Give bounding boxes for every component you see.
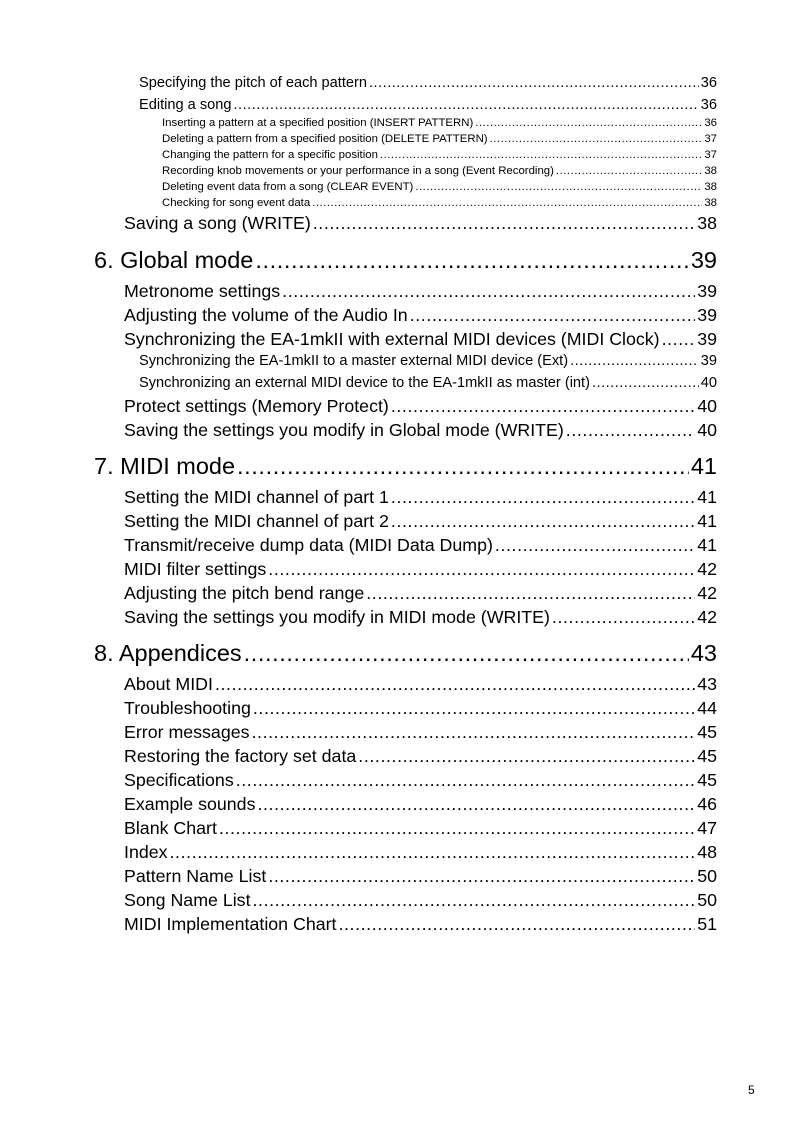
toc-leader-dots — [592, 375, 699, 391]
toc-chapter-heading[interactable] — [94, 453, 717, 480]
toc-entry-page: 45 — [697, 746, 717, 766]
toc-entry-page: 40 — [697, 420, 717, 440]
toc-entry[interactable] — [124, 583, 717, 604]
toc-entry[interactable] — [124, 535, 717, 556]
toc-leader-dots — [391, 511, 695, 532]
toc-leader-dots — [268, 866, 695, 887]
toc-entry[interactable] — [124, 722, 717, 743]
toc-leader-dots — [369, 75, 699, 91]
toc-entry-title: MIDI Implementation Chart — [124, 914, 337, 934]
toc-leader-dots — [566, 420, 695, 441]
toc-leader-dots — [475, 117, 702, 129]
toc-entry-title: Metronome settings — [124, 281, 281, 301]
toc-leader-dots — [234, 97, 699, 113]
toc-entry-page: 43 — [697, 674, 717, 694]
toc-leader-dots — [490, 133, 703, 145]
toc-leader-dots — [282, 281, 695, 302]
toc-entry-page: 41 — [697, 511, 717, 531]
toc-entry-page: 47 — [697, 818, 717, 838]
toc-entry-title: Index — [124, 842, 168, 862]
toc-entry-title: Restoring the factory set data — [124, 746, 357, 766]
toc-entry-page: 41 — [697, 487, 717, 507]
toc-entry-page: 39 — [690, 247, 717, 273]
toc-entry-title: Changing the pattern for a specific position — [162, 149, 378, 161]
toc-entry[interactable] — [124, 698, 717, 719]
toc-entry-title: Setting the MIDI channel of part 1 — [124, 487, 389, 507]
toc-entry-page: 45 — [697, 722, 717, 742]
toc-entry-title: About MIDI — [124, 674, 213, 694]
toc-entry-page: 39 — [700, 353, 717, 369]
toc-entry-page: 38 — [704, 165, 717, 177]
toc-entry[interactable] — [124, 866, 717, 887]
toc-entry-title: Saving the settings you modify in MIDI mode (WRITE) — [124, 607, 550, 627]
toc-entry-page: 40 — [697, 396, 717, 416]
toc-entry-page: 42 — [697, 583, 717, 603]
toc-leader-dots — [252, 722, 696, 743]
toc-leader-dots — [253, 698, 695, 719]
toc-entry[interactable] — [124, 329, 717, 350]
toc-leader-dots — [236, 770, 696, 791]
toc-chapter-heading[interactable] — [94, 640, 717, 667]
toc-entry-title: Synchronizing the EA-1mkII to a master external MIDI device (Ext) — [139, 353, 569, 369]
toc-leader-dots — [662, 329, 696, 350]
toc-entry-page: 36 — [700, 75, 717, 91]
toc-entry[interactable] — [124, 770, 717, 791]
toc-entry-title: MIDI filter settings — [124, 559, 267, 579]
toc-entry-page: 36 — [700, 97, 717, 113]
toc-entry[interactable] — [139, 375, 717, 391]
toc-entry[interactable] — [162, 165, 717, 177]
toc-entry[interactable] — [124, 213, 717, 234]
toc-entry[interactable] — [124, 511, 717, 532]
toc-entry[interactable] — [139, 97, 717, 113]
toc-entry[interactable] — [124, 818, 717, 839]
toc-entry[interactable] — [124, 420, 717, 441]
toc-entry-title: 8. Appendices — [94, 640, 242, 666]
toc-entry-title: Saving the settings you modify in Global mode (WRITE) — [124, 420, 564, 440]
toc-entry-page: 43 — [690, 640, 717, 666]
toc-entry-title: Editing a song — [139, 97, 232, 113]
toc-entry[interactable] — [124, 305, 717, 326]
toc-entry-page: 41 — [697, 535, 717, 555]
toc-entry-page: 38 — [697, 213, 717, 233]
toc-leader-dots — [268, 559, 695, 580]
toc-leader-dots — [215, 674, 695, 695]
toc-leader-dots — [570, 353, 699, 369]
toc-leader-dots — [391, 396, 695, 417]
toc-leader-dots — [257, 794, 695, 815]
toc-entry-page: 50 — [697, 866, 717, 886]
toc-entry[interactable] — [124, 674, 717, 695]
toc-entry[interactable] — [124, 890, 717, 911]
toc-entry[interactable] — [124, 559, 717, 580]
toc-entry-title: Synchronizing the EA-1mkII with external MIDI devices (MIDI Clock) — [124, 329, 660, 349]
toc-entry[interactable] — [139, 353, 717, 369]
toc-entry-title: Specifications — [124, 770, 234, 790]
toc-entry-title: Adjusting the volume of the Audio In — [124, 305, 408, 325]
toc-entry-title: Pattern Name List — [124, 866, 267, 886]
toc-entry-page: 48 — [697, 842, 717, 862]
toc-entry[interactable] — [124, 281, 717, 302]
toc-entry[interactable] — [124, 842, 717, 863]
toc-entry-title: Troubleshooting — [124, 698, 251, 718]
toc-chapter-heading[interactable] — [94, 247, 717, 274]
toc-leader-dots — [358, 746, 695, 767]
toc-entry-page: 45 — [697, 770, 717, 790]
toc-entry[interactable] — [124, 794, 717, 815]
toc-leader-dots — [556, 165, 702, 177]
toc-leader-dots — [255, 247, 688, 274]
toc-leader-dots — [170, 842, 696, 863]
toc-entry-title: Protect settings (Memory Protect) — [124, 396, 389, 416]
toc-leader-dots — [380, 149, 702, 161]
toc-leader-dots — [312, 197, 702, 209]
toc-entry-title: Synchronizing an external MIDI device to the EA-1mkII as master (int) — [139, 375, 590, 391]
toc-entry-title: Recording knob movements or your performance in a song (Event Recording) — [162, 165, 554, 177]
toc-entry[interactable] — [162, 181, 717, 193]
toc-leader-dots — [338, 914, 695, 935]
toc-entry[interactable] — [124, 487, 717, 508]
toc-entry-title: Saving a song (WRITE) — [124, 213, 311, 233]
toc-leader-dots — [313, 213, 695, 234]
toc-entry-title: Blank Chart — [124, 818, 217, 838]
toc-entry[interactable] — [162, 117, 717, 129]
toc-leader-dots — [219, 818, 695, 839]
toc-entry-page: 37 — [704, 149, 717, 161]
toc-entry[interactable] — [124, 746, 717, 767]
toc-entry-page: 39 — [697, 329, 717, 349]
page-number: 5 — [748, 1083, 755, 1097]
toc-entry[interactable] — [124, 914, 717, 935]
toc-entry-page: 37 — [704, 133, 717, 145]
toc-leader-dots — [415, 181, 702, 193]
toc-leader-dots — [391, 487, 695, 508]
toc-entry-title: 7. MIDI mode — [94, 453, 236, 479]
toc-entry-page: 50 — [697, 890, 717, 910]
toc-entry-title: Setting the MIDI channel of part 2 — [124, 511, 389, 531]
toc-entry-title: Checking for song event data — [162, 197, 311, 209]
toc-entry[interactable] — [139, 75, 717, 91]
toc-leader-dots — [366, 583, 695, 604]
toc-entry-title: Deleting a pattern from a specified position (DELETE PATTERN) — [162, 133, 488, 145]
toc-entry-page: 42 — [697, 559, 717, 579]
toc-entry-page: 38 — [704, 197, 717, 209]
toc-entry-page: 42 — [697, 607, 717, 627]
toc-entry-title: Example sounds — [124, 794, 256, 814]
toc-leader-dots — [552, 607, 695, 628]
toc-entry-page: 44 — [697, 698, 717, 718]
toc-entry-page: 36 — [704, 117, 717, 129]
toc-entry-page: 39 — [697, 305, 717, 325]
toc-entry-title: Transmit/receive dump data (MIDI Data Dump) — [124, 535, 493, 555]
toc-leader-dots — [237, 453, 689, 480]
toc-leader-dots — [244, 640, 689, 667]
toc-entry-title: 6. Global mode — [94, 247, 254, 273]
toc-leader-dots — [410, 305, 696, 326]
toc-entry-page: 41 — [690, 453, 717, 479]
toc-leader-dots — [495, 535, 695, 556]
toc-entry-title: Specifying the pitch of each pattern — [139, 75, 367, 91]
toc-leader-dots — [253, 890, 696, 911]
toc-entry-page: 40 — [700, 375, 717, 391]
toc-entry-page: 38 — [704, 181, 717, 193]
toc-entry-page: 51 — [697, 914, 717, 934]
toc-entry[interactable] — [162, 149, 717, 161]
toc-entry-title: Song Name List — [124, 890, 251, 910]
toc-entry-page: 39 — [697, 281, 717, 301]
toc-entry-page: 46 — [697, 794, 717, 814]
toc-entry-title: Error messages — [124, 722, 250, 742]
toc-entry[interactable] — [162, 133, 717, 145]
toc-entry-title: Inserting a pattern at a specified position (INSERT PATTERN) — [162, 117, 474, 129]
toc-entry[interactable] — [124, 607, 717, 628]
toc-entry-title: Deleting event data from a song (CLEAR EVENT) — [162, 181, 414, 193]
toc-entry-title: Adjusting the pitch bend range — [124, 583, 365, 603]
toc-entry[interactable] — [162, 197, 717, 209]
toc-entry[interactable] — [124, 396, 717, 417]
